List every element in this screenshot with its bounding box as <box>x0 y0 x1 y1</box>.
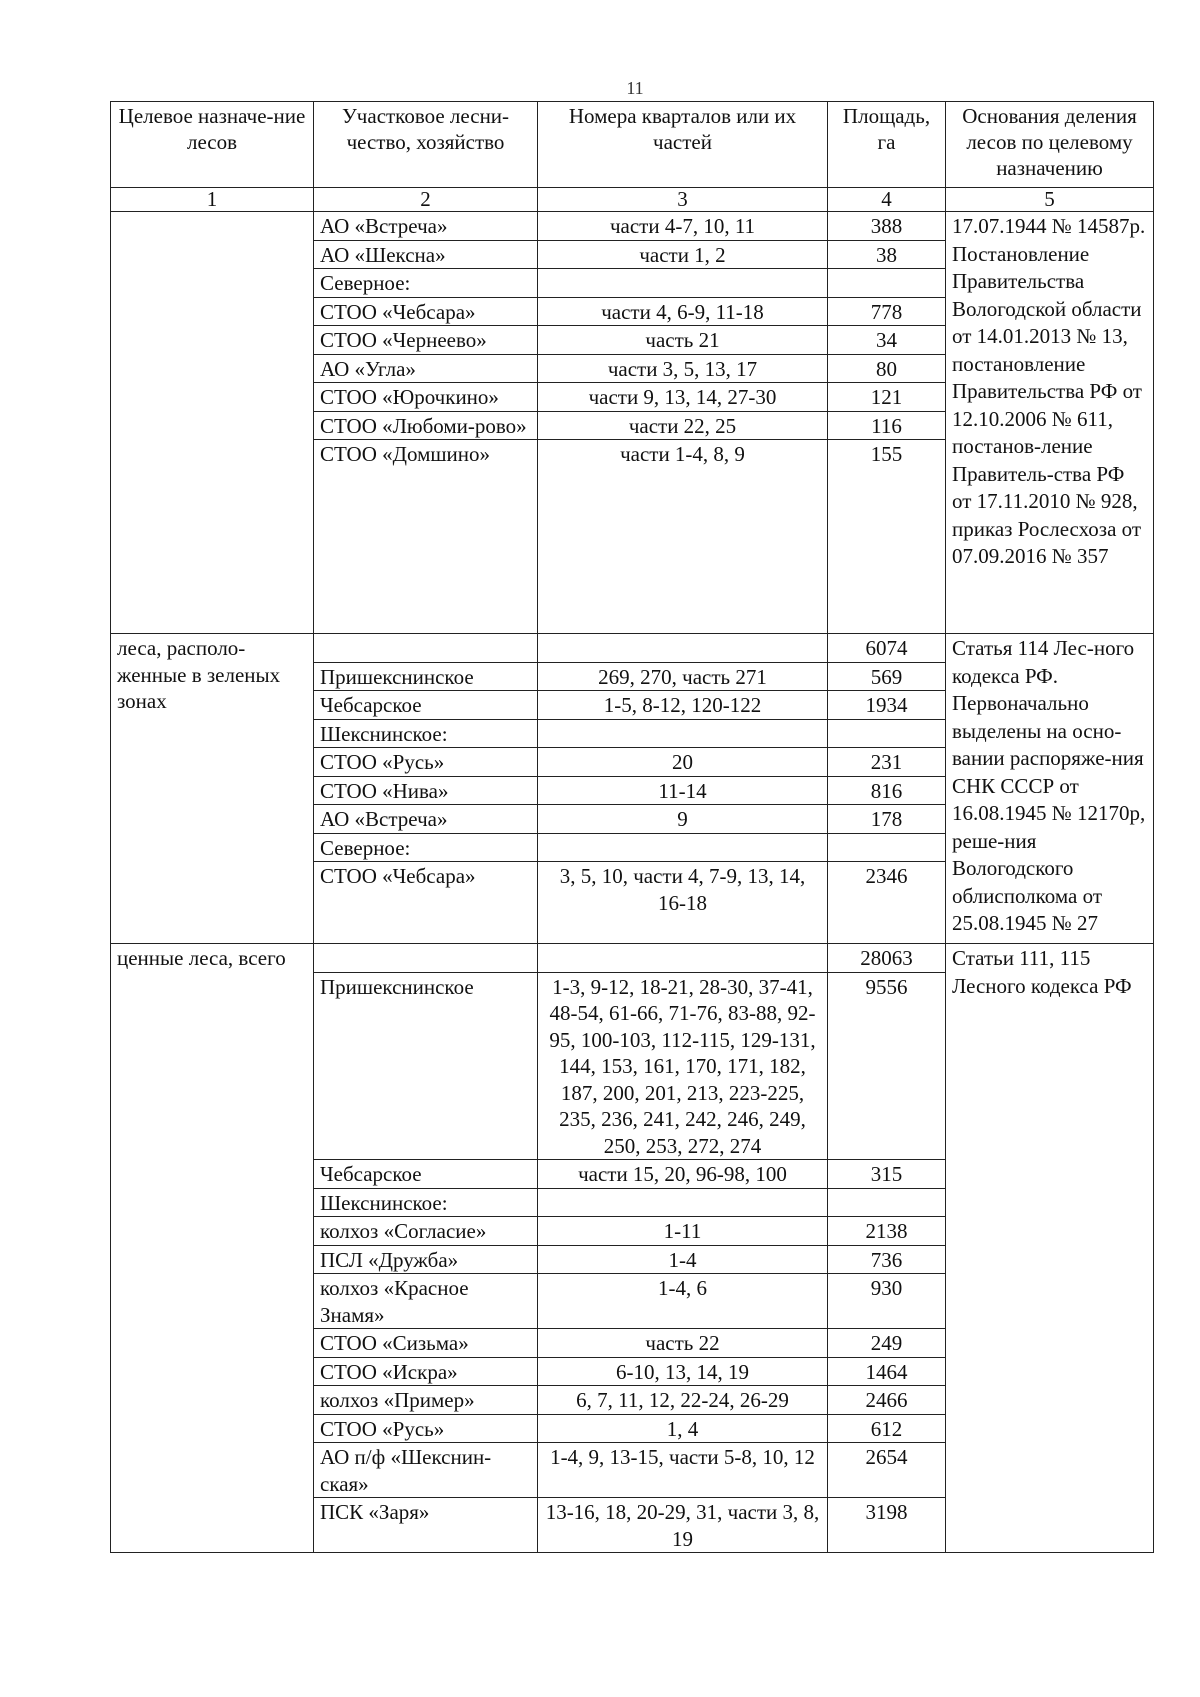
header-basis: Основания деления лесов по целевому назначению <box>946 102 1154 188</box>
basis-text: Статьи 111, 115 Лесного кодекса РФ <box>946 944 1154 1553</box>
area-value: 388 <box>828 212 946 241</box>
area-value <box>828 269 946 298</box>
quarter-numbers: части 22, 25 <box>538 411 828 440</box>
header-quarters: Номера кварталов или их частей <box>538 102 828 188</box>
area-value: 2138 <box>828 1217 946 1246</box>
forestry-unit: СТОО «Чернеево» <box>314 326 538 355</box>
page-number: 11 <box>626 78 644 98</box>
area-value: 3198 <box>828 1498 946 1553</box>
quarter-numbers: 20 <box>538 748 828 777</box>
quarter-numbers: часть 21 <box>538 326 828 355</box>
quarter-numbers: 6, 7, 11, 12, 22-24, 26-29 <box>538 1386 828 1415</box>
area-value: 1934 <box>828 691 946 720</box>
quarter-numbers: 1-5, 8-12, 120-122 <box>538 691 828 720</box>
area-value: 80 <box>828 354 946 383</box>
quarter-numbers <box>538 719 828 748</box>
forestry-unit: Северное: <box>314 269 538 298</box>
header-area: Площадь, га <box>828 102 946 188</box>
quarter-numbers <box>538 944 828 973</box>
quarter-numbers <box>538 634 828 663</box>
basis-text: Статья 114 Лес-ного кодекса РФ. Первоначально выделены на осно-вании распоряже-ния СНК СССР от 16.08.1945 № 12170р, реше-ния Вологодского облисполкома от 25.08.1945 № 27 <box>946 634 1154 944</box>
area-value: 34 <box>828 326 946 355</box>
quarter-numbers: части 1-4, 8, 9 <box>538 440 828 634</box>
area-value: 2346 <box>828 862 946 944</box>
forestry-unit: АО «Шексна» <box>314 240 538 269</box>
quarter-numbers: часть 22 <box>538 1329 828 1358</box>
forestry-unit <box>314 634 538 663</box>
header-purpose: Целевое назначе-ние лесов <box>111 102 314 188</box>
quarter-numbers: части 1, 2 <box>538 240 828 269</box>
forestry-unit: Шекснинское: <box>314 1188 538 1217</box>
forestry-unit <box>314 944 538 973</box>
forestry-unit: СТОО «Домшино» <box>314 440 538 634</box>
area-value: 930 <box>828 1274 946 1329</box>
quarter-numbers: части 9, 13, 14, 27-30 <box>538 383 828 412</box>
area-value: 816 <box>828 776 946 805</box>
area-value: 178 <box>828 805 946 834</box>
forestry-unit: колхоз «Красное Знамя» <box>314 1274 538 1329</box>
quarter-numbers: 6-10, 13, 14, 19 <box>538 1357 828 1386</box>
area-value: 38 <box>828 240 946 269</box>
forestry-unit: колхоз «Пример» <box>314 1386 538 1415</box>
area-value <box>828 1188 946 1217</box>
area-total: 28063 <box>828 944 946 973</box>
quarter-numbers: 13-16, 18, 20-29, 31, части 3, 8, 19 <box>538 1498 828 1553</box>
forestry-unit: колхоз «Согласие» <box>314 1217 538 1246</box>
quarter-numbers: части 4, 6-9, 11-18 <box>538 297 828 326</box>
quarter-numbers <box>538 1188 828 1217</box>
area-value: 569 <box>828 662 946 691</box>
column-number: 4 <box>828 188 946 212</box>
forestry-unit: Пришекснинское <box>314 972 538 1160</box>
quarter-numbers <box>538 269 828 298</box>
table-row <box>111 634 1154 663</box>
forestry-unit: СТОО «Русь» <box>314 1414 538 1443</box>
area-value: 2654 <box>828 1443 946 1498</box>
quarter-numbers: 9 <box>538 805 828 834</box>
forestry-unit: Шекснинское: <box>314 719 538 748</box>
forestry-unit: СТОО «Нива» <box>314 776 538 805</box>
header-forestry: Участковое лесни-чество, хозяйство <box>314 102 538 188</box>
area-value: 2466 <box>828 1386 946 1415</box>
forest-purpose-table <box>110 101 1154 1553</box>
purpose-cell: леса, располо-женные в зеленых зонах <box>111 634 314 944</box>
forestry-unit: Чебсарское <box>314 1160 538 1189</box>
quarter-numbers: 1-4 <box>538 1245 828 1274</box>
quarter-numbers: 1, 4 <box>538 1414 828 1443</box>
area-value: 315 <box>828 1160 946 1189</box>
area-value: 9556 <box>828 972 946 1160</box>
purpose-cell-continued <box>111 212 314 634</box>
area-value: 231 <box>828 748 946 777</box>
forestry-unit: СТОО «Чебсара» <box>314 862 538 944</box>
forestry-unit: СТОО «Чебсара» <box>314 297 538 326</box>
forestry-unit: Чебсарское <box>314 691 538 720</box>
column-number: 1 <box>111 188 314 212</box>
area-value: 612 <box>828 1414 946 1443</box>
forestry-unit: Северное: <box>314 833 538 862</box>
area-value: 736 <box>828 1245 946 1274</box>
forestry-unit: Пришекснинское <box>314 662 538 691</box>
area-value: 155 <box>828 440 946 634</box>
column-number: 2 <box>314 188 538 212</box>
forestry-unit: СТОО «Искра» <box>314 1357 538 1386</box>
quarter-numbers: 1-4, 9, 13-15, части 5-8, 10, 12 <box>538 1443 828 1498</box>
forestry-unit: АО «Встреча» <box>314 805 538 834</box>
quarter-numbers: 1-11 <box>538 1217 828 1246</box>
area-value <box>828 719 946 748</box>
forestry-unit: АО «Угла» <box>314 354 538 383</box>
forestry-unit: ПСЛ «Дружба» <box>314 1245 538 1274</box>
area-total: 6074 <box>828 634 946 663</box>
forestry-unit: СТОО «Русь» <box>314 748 538 777</box>
forestry-unit: СТОО «Любоми-рово» <box>314 411 538 440</box>
quarter-numbers: 3, 5, 10, части 4, 7-9, 13, 14, 16-18 <box>538 862 828 944</box>
forestry-unit: СТОО «Сизьма» <box>314 1329 538 1358</box>
forestry-unit: АО «Встреча» <box>314 212 538 241</box>
area-value: 778 <box>828 297 946 326</box>
area-value: 249 <box>828 1329 946 1358</box>
forestry-unit: ПСК «Заря» <box>314 1498 538 1553</box>
table-row <box>111 944 1154 973</box>
table-row <box>111 212 1154 241</box>
quarter-numbers: части 3, 5, 13, 17 <box>538 354 828 383</box>
quarter-numbers: 1-3, 9-12, 18-21, 28-30, 37-41, 48-54, 61-66, 71-76, 83-88, 92-95, 100-103, 112-115, 129-131, 144, 153, 161, 170, 171, 182, 187, 200, 201, 213, 223-225, 235, 236, 241, 242, 246, 249, 250, 253, 272, 274 <box>538 972 828 1160</box>
quarter-numbers: части 4-7, 10, 11 <box>538 212 828 241</box>
area-value: 116 <box>828 411 946 440</box>
quarter-numbers: 11-14 <box>538 776 828 805</box>
quarter-numbers: 269, 270, часть 271 <box>538 662 828 691</box>
quarter-numbers: части 15, 20, 96-98, 100 <box>538 1160 828 1189</box>
purpose-cell: ценные леса, всего <box>111 944 314 1553</box>
basis-text: 17.07.1944 № 14587р. Постановление Правительства Вологодской области от 14.01.2013 № 13, постановление Правительства РФ от 12.10.2006 № 611, постанов-ление Правитель-ства РФ от 17.11.2010 № 928, приказ Рослесхоза от 07.09.2016 № 357 <box>946 212 1154 634</box>
area-value: 121 <box>828 383 946 412</box>
table-header-row <box>111 102 1154 188</box>
forestry-unit: СТОО «Юрочкино» <box>314 383 538 412</box>
column-number-row <box>111 188 1154 212</box>
quarter-numbers: 1-4, 6 <box>538 1274 828 1329</box>
area-value: 1464 <box>828 1357 946 1386</box>
column-number: 5 <box>946 188 1154 212</box>
column-number: 3 <box>538 188 828 212</box>
area-value <box>828 833 946 862</box>
forestry-unit: АО п/ф «Шекснин-ская» <box>314 1443 538 1498</box>
quarter-numbers <box>538 833 828 862</box>
